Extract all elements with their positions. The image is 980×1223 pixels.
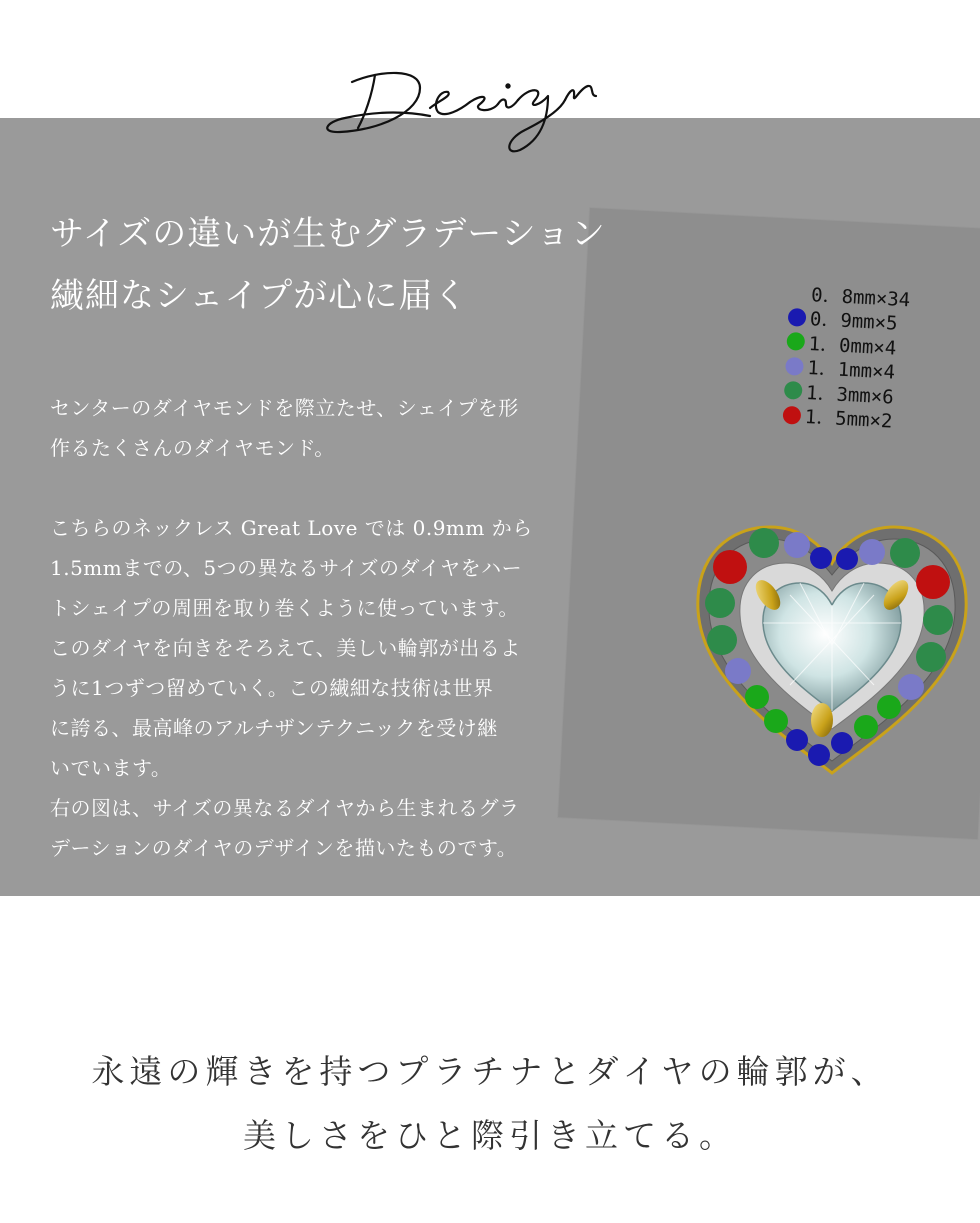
para2-line: 右の図は、サイズの異なるダイヤから生まれるグラ	[50, 796, 520, 820]
para2-line: 1.5mmまでの、5つの異なるサイズのダイヤをハー	[50, 556, 523, 580]
headline-line-2: 繊細なシェイプが心に届く	[50, 276, 469, 316]
legend-dot	[782, 406, 801, 425]
prong	[811, 703, 833, 737]
para2-line: トシェイプの周囲を取り巻くように使っています。	[50, 596, 519, 620]
headline-line-1: サイズの違いが生むグラデーション	[50, 214, 606, 254]
para1-line-2: 作るたくさんのダイヤモンド。	[50, 436, 335, 460]
closing-tagline	[0, 1040, 980, 1168]
diamond-size-legend	[782, 280, 969, 436]
legend-dot	[784, 381, 803, 400]
stone-1-3mm	[749, 528, 779, 558]
stone-1-0mm	[745, 685, 769, 709]
stone-1-1mm	[725, 658, 751, 684]
para2-line: このダイヤを向きをそろえて、美しい輪郭が出るよ	[50, 636, 521, 660]
para2-line: に誇る、最高峰のアルチザンテクニックを受け継	[50, 716, 498, 740]
legend-dot	[785, 357, 804, 376]
stone-0-9mm	[836, 548, 858, 570]
stone-1-1mm	[784, 532, 810, 558]
heart-diamond-diagram	[690, 515, 975, 785]
legend-label: 1．1mm×4	[806, 357, 896, 384]
legend-dot	[786, 332, 805, 351]
stone-1-1mm	[859, 539, 885, 565]
stone-0-9mm	[810, 547, 832, 569]
stone-1-1mm	[898, 674, 924, 700]
stone-1-3mm	[890, 538, 920, 568]
stone-1-3mm	[707, 625, 737, 655]
legend-label: 1．0mm×4	[808, 332, 897, 360]
stone-1-3mm	[916, 642, 946, 672]
para2-line: こちらのネックレス Great Love では 0.9mm から	[50, 516, 533, 540]
stone-1-3mm	[923, 605, 953, 635]
legend-label: 1．3mm×6	[805, 381, 895, 409]
stone-1-5mm	[713, 550, 747, 584]
legend-label: 0．9mm×5	[809, 308, 899, 335]
tagline-line-2: 美しさをひと際引き立てる。	[243, 1116, 737, 1155]
legend-dot	[789, 283, 808, 302]
section-headline	[50, 203, 650, 327]
body-text	[50, 388, 590, 868]
stone-1-5mm	[916, 565, 950, 599]
stone-1-0mm	[877, 695, 901, 719]
legend-dot	[788, 308, 807, 327]
para2-line: デーションのダイヤのデザインを描いたものです。	[50, 836, 518, 860]
stone-0-9mm	[831, 732, 853, 754]
para2-line: いでいます。	[50, 756, 172, 780]
para1-line-1: センターのダイヤモンドを際立たせ、シェイプを形	[50, 396, 519, 420]
legend-label: 1．5mm×2	[804, 406, 893, 433]
stone-1-3mm	[705, 588, 735, 618]
stone-0-9mm	[786, 729, 808, 751]
design-script-title	[0, 0, 980, 160]
stone-1-0mm	[764, 709, 788, 733]
para2-line: うに1つずつ留めていく。この繊細な技術は世界	[50, 676, 494, 700]
legend-label: 0．8mm×34	[810, 283, 911, 312]
tagline-line-1: 永遠の輝きを持つプラチナとダイヤの輪郭が、	[91, 1052, 889, 1091]
stone-0-9mm	[808, 744, 830, 766]
stone-1-0mm	[854, 715, 878, 739]
